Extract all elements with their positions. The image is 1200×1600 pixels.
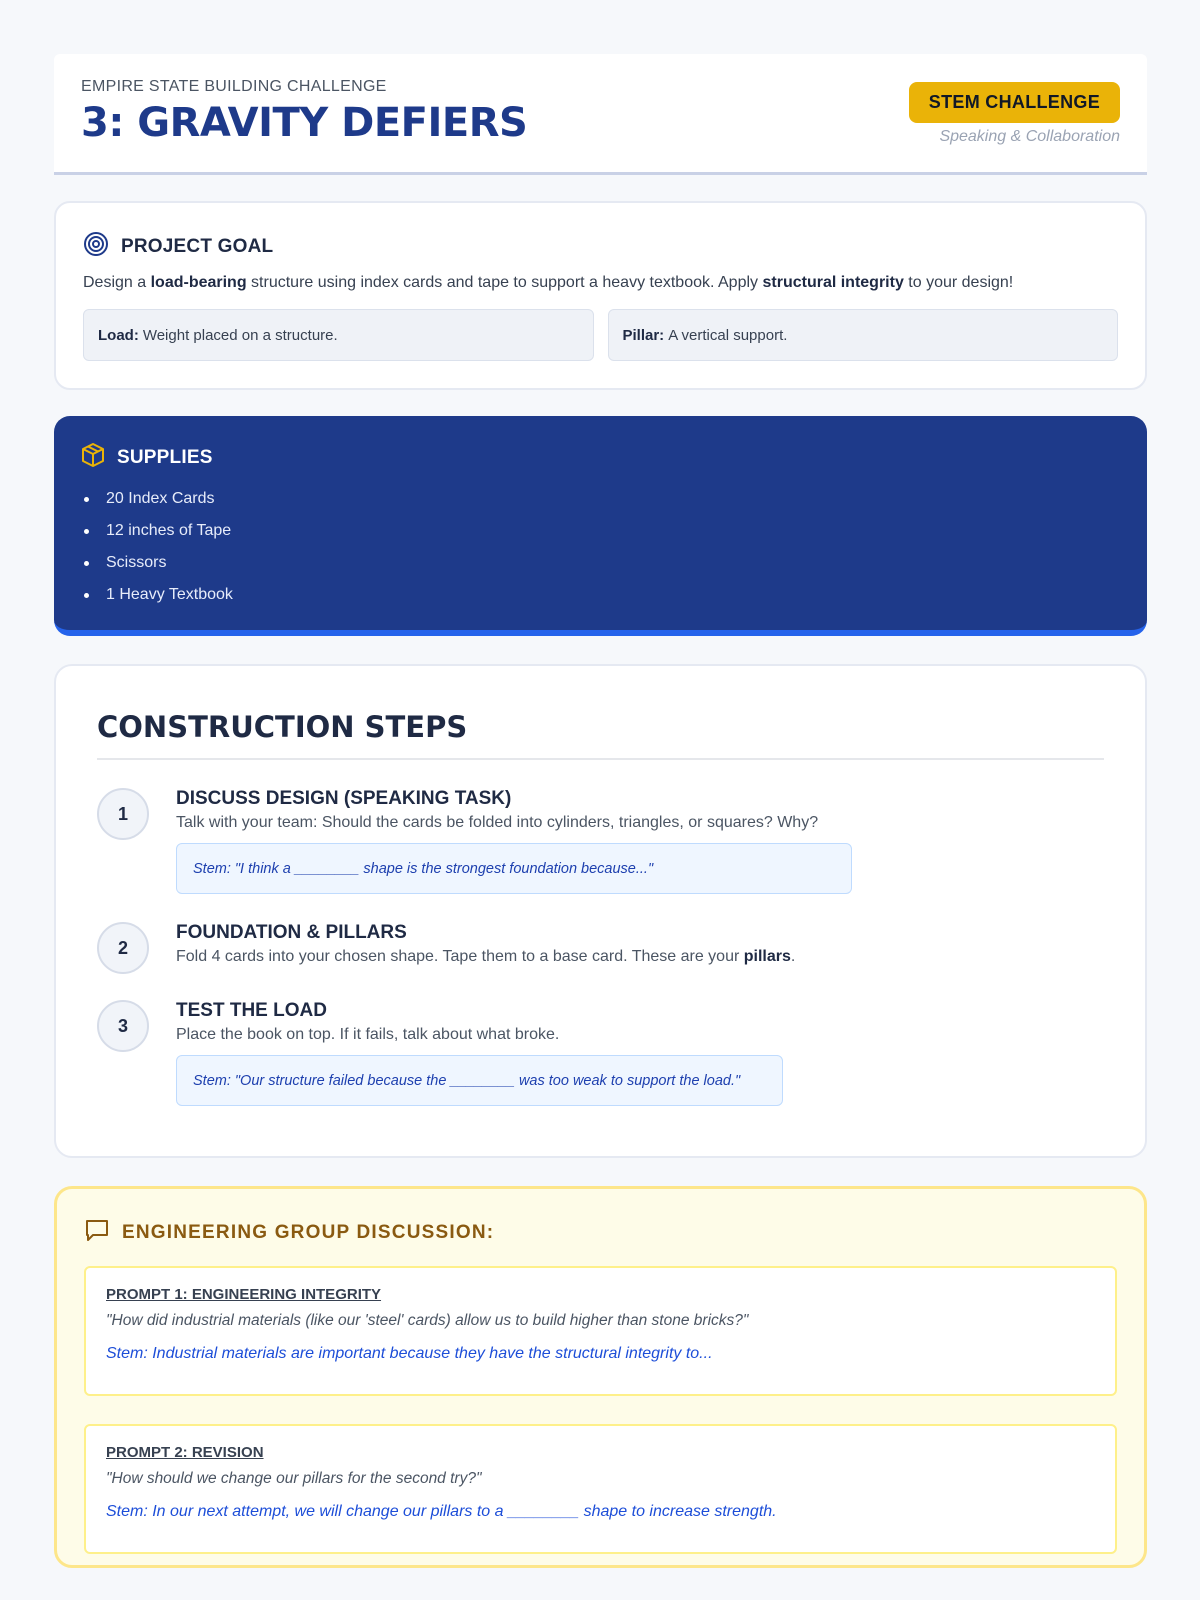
target-icon [83, 231, 109, 262]
list-item: 12 inches of Tape [81, 515, 1120, 547]
definition-term: Load: [98, 326, 139, 344]
step-number: 2 [97, 922, 149, 974]
step-description [176, 948, 1104, 966]
construction-steps-card [54, 664, 1147, 1158]
sentence-stem-box: Stem: "Our structure failed because the ________ was too weak to support the load." [176, 1055, 783, 1106]
discussion-prompt-2 [84, 1424, 1117, 1554]
construction-steps-title: CONSTRUCTION STEPS [97, 710, 1104, 760]
list-item: Scissors [81, 547, 1120, 579]
step-2 [97, 922, 1104, 966]
discussion-heading [84, 1217, 1117, 1248]
prompt-label: PROMPT 1: ENGINEERING INTEGRITY [106, 1286, 382, 1303]
definition-text: Weight placed on a structure. [142, 326, 338, 344]
supplies-heading [81, 442, 1120, 473]
worksheet [54, 54, 1147, 1568]
group-discussion-card [54, 1186, 1147, 1568]
discussion-title: ENGINEERING GROUP DISCUSSION: [122, 1221, 495, 1243]
box-icon [81, 442, 105, 473]
project-goal-title: PROJECT GOAL [121, 235, 274, 257]
page-header [54, 54, 1147, 175]
goal-text-part: Design a [83, 274, 151, 291]
step-bold-term: pillars [743, 948, 791, 965]
definition-pillar [608, 309, 1119, 361]
step-1 [97, 788, 1104, 894]
supplies-title: SUPPLIES [117, 446, 213, 468]
discussion-prompt-1 [84, 1266, 1117, 1396]
prompt-sentence-stem: Stem: In our next attempt, we will change our pillars to a ________ shape to increase strength. [106, 1503, 777, 1520]
step-description-end: . [790, 948, 796, 965]
prompt-question: "How should we change our pillars for the second try?" [106, 1470, 482, 1487]
project-goal-text [83, 274, 1118, 292]
supplies-list [81, 483, 1120, 611]
definition-load [83, 309, 594, 361]
step-description: Talk with your team: Should the cards be folded into cylinders, triangles, or squares? Why? [176, 814, 819, 831]
vocabulary-definitions [83, 309, 1118, 361]
list-item: 1 Heavy Textbook [81, 579, 1120, 611]
step-3 [97, 1000, 1104, 1106]
sentence-stem-box: Stem: "I think a ________ shape is the strongest foundation because..." [176, 843, 852, 894]
project-goal-card [54, 201, 1147, 390]
chat-bubble-icon [84, 1217, 110, 1248]
project-goal-heading [83, 231, 1118, 262]
step-title: DISCUSS DESIGN (SPEAKING TASK) [176, 788, 512, 809]
step-title: TEST THE LOAD [176, 1000, 327, 1021]
prompt-label: PROMPT 2: REVISION [106, 1444, 264, 1461]
definition-text: A vertical support. [668, 326, 788, 344]
goal-text-part: structure using index cards and tape to support a heavy textbook. Apply [246, 274, 763, 291]
step-number: 1 [97, 788, 149, 840]
goal-bold-term: load-bearing [150, 274, 247, 291]
page-title: 3: GRAVITY DEFIERS [81, 100, 528, 146]
step-title: FOUNDATION & PILLARS [176, 922, 407, 943]
goal-bold-term: structural integrity [762, 274, 904, 291]
step-description: Place the book on top. If it fails, talk about what broke. [176, 1026, 560, 1043]
page-eyebrow: EMPIRE STATE BUILDING CHALLENGE [81, 78, 387, 95]
prompt-sentence-stem: Stem: Industrial materials are important because they have the structural integrity to... [106, 1345, 713, 1362]
supplies-card [54, 416, 1147, 636]
list-item: 20 Index Cards [81, 483, 1120, 515]
step-description-text: Fold 4 cards into your chosen shape. Tape them to a base card. These are your [176, 948, 744, 965]
definition-term: Pillar: [622, 326, 665, 344]
goal-text-part: to your design! [903, 274, 1014, 291]
badge-subtitle: Speaking & Collaboration [939, 128, 1120, 145]
stem-challenge-badge: STEM CHALLENGE [909, 82, 1120, 123]
prompt-question: "How did industrial materials (like our 'steel' cards) allow us to build higher than stone bricks?" [106, 1312, 749, 1329]
step-number: 3 [97, 1000, 149, 1052]
